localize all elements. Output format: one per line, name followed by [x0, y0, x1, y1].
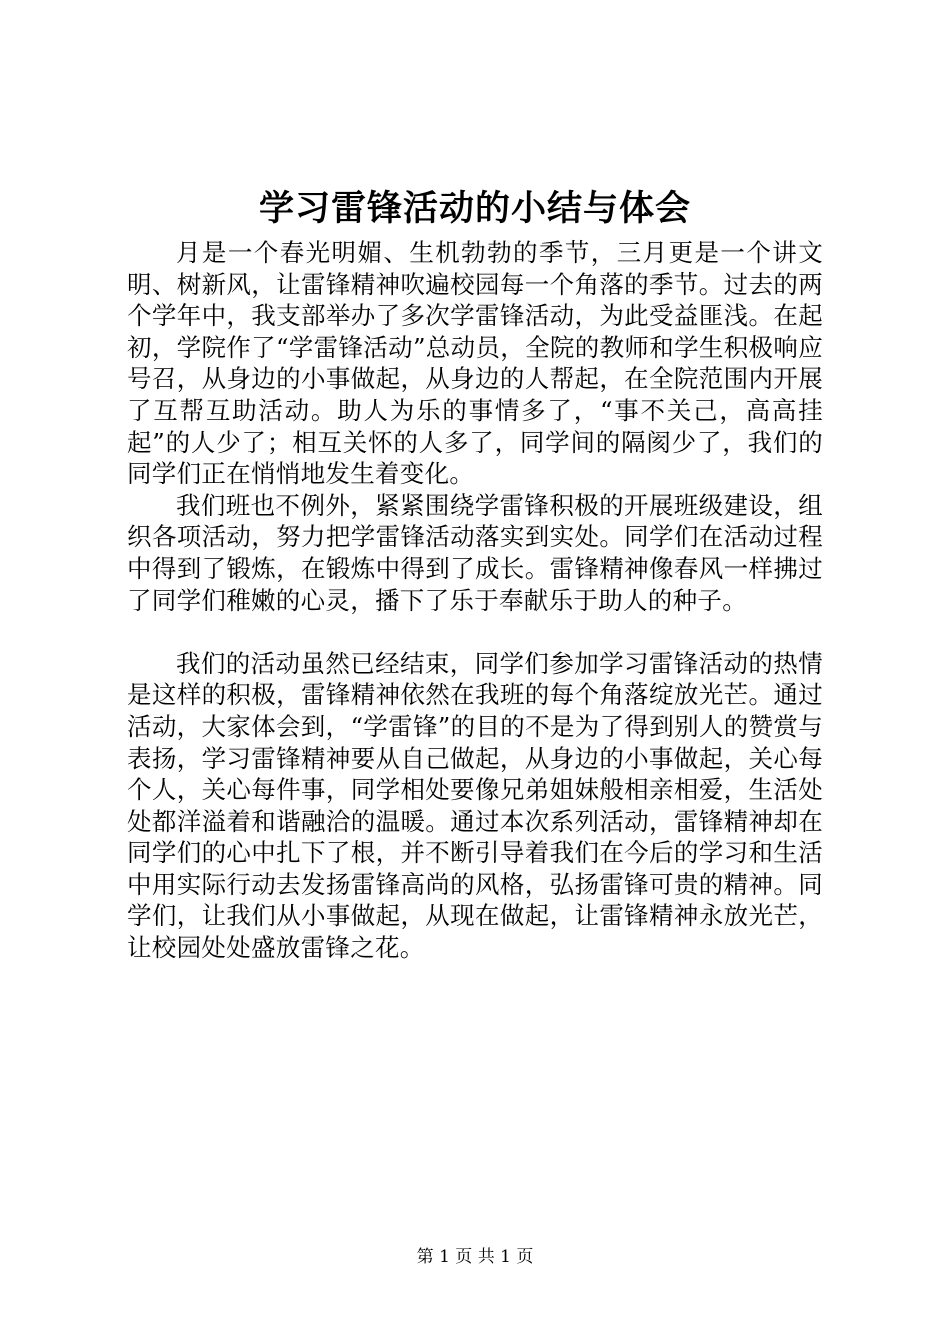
paragraph-1: 月是一个春光明媚、生机勃勃的季节，三月更是一个讲文明、树新风，让雷锋精神吹遍校园每一个角落的季节。过去的两个学年中，我支部举办了多次学雷锋活动，为此受益匪浅。在起初，学院作了“学雷锋活动”总动员，全院的教师和学生积极响应号召，从身边的小事做起，从身边的人帮起，在全院范围内开展了互帮互助活动。助人为乐的事情多了，“事不关己，高高挂起”的人少了；相互关怀的人多了，同学间的隔阂少了，我们的同学们正在悄悄地发生着变化。: [127, 238, 823, 489]
paragraph-spacer: [127, 616, 823, 648]
page-footer: 第 1 页 共 1 页: [416, 1247, 534, 1267]
document-body: [127, 237, 823, 964]
paragraph-3: 我们的活动虽然已经结束，同学们参加学习雷锋活动的热情是这样的积极，雷锋精神依然在我班的每个角落绽放光芒。通过活动，大家体会到，“学雷锋”的目的不是为了得到别人的赞赏与表扬，学习雷锋精神要从自己做起，从身边的小事做起，关心每个人，关心每件事，同学相处要像兄弟姐妹般相亲相爱，生活处处都洋溢着和谐融洽的温暖。通过本次系列活动，雷锋精神却在同学们的心中扎下了根，并不断引导着我们在今后的学习和生活中用实际行动去发扬雷锋高尚的风格，弘扬雷锋可贵的精神。同学们，让我们从小事做起，从现在做起，让雷锋精神永放光芒，让校园处处盛放雷锋之花。: [127, 648, 823, 963]
page-title: 学习雷锋活动的小结与体会: [258, 188, 691, 229]
paragraph-2: 我们班也不例外，紧紧围绕学雷锋积极的开展班级建设，组织各项活动，努力把学雷锋活动落实到实处。同学们在活动过程中得到了锻炼，在锻炼中得到了成长。雷锋精神像春风一样拂过了同学们稚嫩的心灵，播下了乐于奉献乐于助人的种子。: [127, 490, 823, 615]
